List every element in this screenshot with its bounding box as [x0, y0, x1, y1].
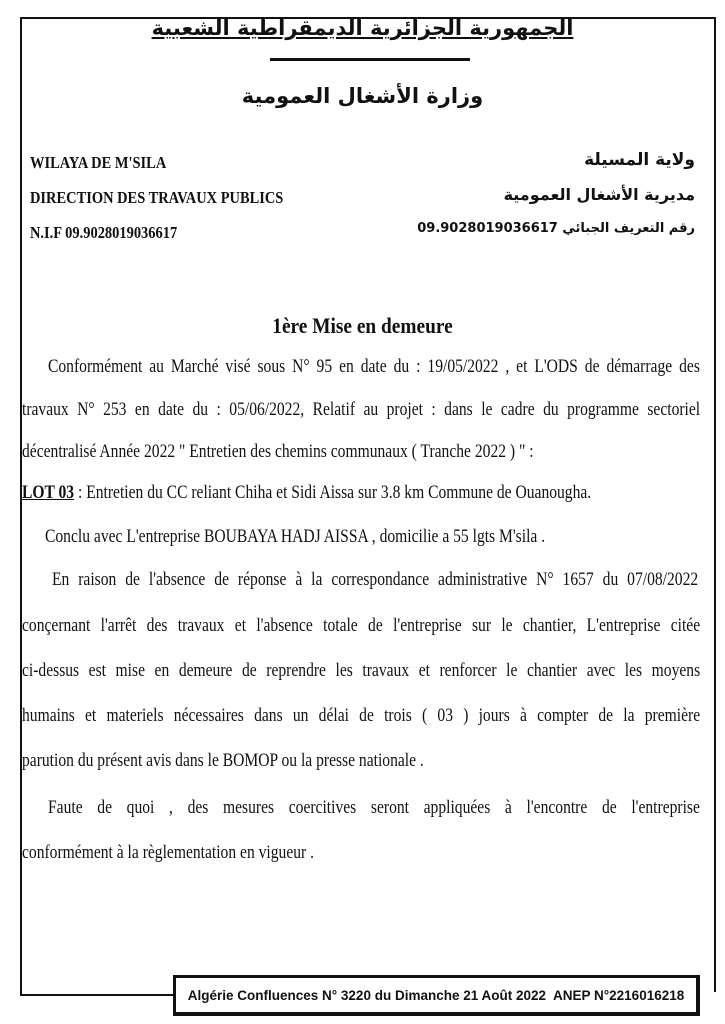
ministry-heading: وزارة الأشغال العمومية	[241, 84, 484, 108]
nif-label-ar: رقم التعريف الجبائي 09.9028019036617	[417, 221, 695, 236]
direction-label: DIRECTION DES TRAVAUX PUBLICS	[30, 188, 284, 207]
body-line: parution du présent avis dans le BOMOP ou la presse nationale .	[22, 750, 424, 771]
body-line: Faute de quoi , des mesures coercitives seront appliquées à l'encontre de l'entreprise	[48, 797, 700, 818]
body-line: ci-dessus est mise en demeure de reprendre les travaux et renforcer le chantier avec les moyens	[22, 660, 701, 681]
lot-label: LOT 03	[22, 482, 75, 503]
body-line: Conformément au Marché visé sous N° 95 en date du : 19/05/2022 , et L'ODS de démarrage des	[48, 356, 700, 377]
body-line: conformément à la règlementation en vigueur .	[22, 842, 315, 863]
body-line: humains et materiels nécessaires dans un délai de trois ( 03 ) jours à compter de la première	[22, 705, 701, 726]
document-title: 1ère Mise en demeure	[272, 313, 453, 338]
body-line: Conclu avec L'entreprise BOUBAYA HADJ AISSA , domicilie a 55 lgts M'sila .	[45, 526, 546, 547]
frame-border-right	[714, 17, 716, 992]
wilaya-label-ar: ولاية المسيلة	[584, 150, 695, 170]
heading-rule	[270, 58, 470, 61]
publication-footer: Algérie Confluences N° 3220 du Dimanche 21 Août 2022 ANEP N°2216016218	[173, 975, 700, 1016]
nif-label: N.I.F 09.9028019036617	[30, 223, 178, 242]
footer-rule	[20, 994, 175, 996]
body-line: En raison de l'absence de réponse à la correspondance administrative N° 1657 du 07/08/2022	[52, 569, 699, 590]
body-line: décentralisé Année 2022 " Entretien des chemins communaux ( Tranche 2022 ) " :	[22, 441, 534, 462]
body-line: travaux N° 253 en date du : 05/06/2022, Relatif au projet : dans le cadre du programme sectoriel	[22, 399, 701, 420]
body-line: conçernant l'arrêt des travaux et l'absence totale de l'entreprise sur le chantier, L'entreprise citée	[22, 615, 701, 636]
direction-label-ar: مديرية الأشغال العمومية	[503, 185, 695, 204]
lot-text: : Entretien du CC reliant Chiha et Sidi Aissa sur 3.8 km Commune de Ouanougha.	[74, 482, 592, 503]
republic-heading: الجمهورية الجزائرية الديمقراطية الشعبية	[151, 16, 574, 40]
lot-line	[22, 482, 591, 504]
wilaya-label: WILAYA DE M'SILA	[30, 153, 167, 172]
